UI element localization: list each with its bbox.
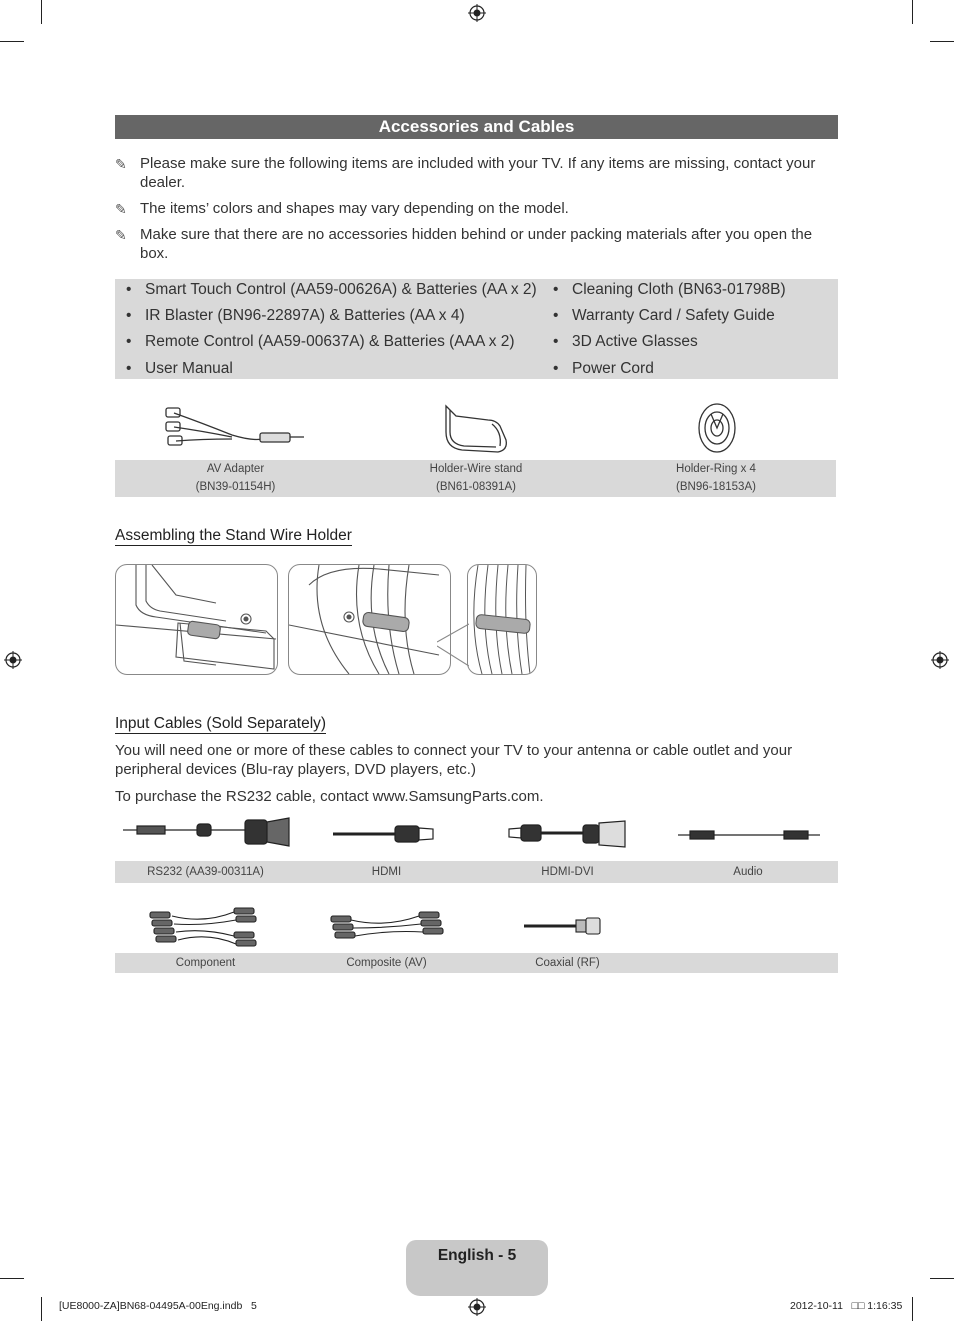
crop-mark — [912, 1297, 913, 1321]
accessory-part-number: (BN96-18153A) — [676, 481, 756, 493]
accessory-caption — [115, 460, 356, 496]
composite-cable-icon — [329, 908, 445, 942]
note-item — [115, 200, 840, 219]
page-number-label: English - 5 — [437, 1247, 517, 1264]
accessory-caption — [596, 460, 836, 496]
crop-mark — [41, 1297, 42, 1321]
included-item-label: Warranty Card / Safety Guide — [572, 307, 775, 324]
crop-mark — [930, 41, 954, 42]
accessory-part-number: (BN39-01154H) — [195, 481, 276, 493]
crop-mark — [0, 1278, 24, 1279]
note-pencil-icon: ✎ — [115, 156, 127, 172]
component-cable-icon — [148, 904, 262, 948]
holder-ring-icon — [697, 402, 737, 454]
accessory-name: Holder-Ring x 4 — [676, 463, 756, 475]
cable-label-audio: Audio — [733, 866, 763, 878]
crop-mark — [41, 0, 42, 24]
slug-file-name: [UE8000-ZA]BN68-04495A-00Eng.indb 5 — [59, 1300, 257, 1312]
stand-step-2-illustration — [289, 565, 450, 674]
stand-illustration-panel — [467, 564, 537, 675]
cable-label-coaxial: Coaxial (RF) — [535, 957, 600, 969]
stand-wire-holder-heading: Assembling the Stand Wire Holder — [115, 527, 352, 544]
note-text: The items’ colors and shapes may vary depending on the model. — [140, 200, 569, 217]
section-title: Accessories and Cables — [115, 115, 838, 139]
stand-illustration-panel — [288, 564, 451, 675]
input-cables-paragraph: You will need one or more of these cables to connect your TV to your antenna or cable outlet and your peripheral devices (Blu-ray players, DVD players, etc.) — [115, 742, 793, 778]
hdmi-cable-icon — [331, 822, 435, 846]
av-adapter-icon — [162, 403, 308, 451]
included-item-label: Power Cord — [572, 360, 654, 377]
crop-mark — [912, 0, 913, 24]
cable-label-composite: Composite (AV) — [346, 957, 427, 969]
cable-label-hdmi: HDMI — [371, 866, 402, 878]
input-cables-heading: Input Cables (Sold Separately) — [115, 715, 327, 732]
hdmi-dvi-cable-icon — [507, 819, 629, 851]
audio-cable-icon — [676, 826, 822, 844]
crop-mark — [0, 41, 24, 42]
cable-label-rs232: RS232 (AA39-00311A) — [147, 866, 264, 878]
crop-mark — [930, 1278, 954, 1279]
stand-step-1-illustration — [116, 565, 277, 674]
note-text: Please make sure the following items are included with your TV. If any items are missing, contact your dealer. — [140, 155, 816, 191]
included-item-label: User Manual — [145, 360, 233, 377]
included-item-label: Cleaning Cloth (BN63-01798B) — [572, 281, 786, 298]
accessory-part-number: (BN61-08391A) — [436, 481, 516, 493]
registration-mark-icon — [4, 651, 22, 669]
accessory-name: AV Adapter — [206, 463, 265, 475]
note-text: Make sure that there are no accessories hidden behind or under packing materials after you open the box. — [140, 226, 813, 262]
page-number-tab — [406, 1240, 548, 1296]
registration-mark-icon — [468, 1298, 486, 1316]
stand-illustration-panel — [115, 564, 278, 675]
included-item-label: 3D Active Glasses — [572, 333, 698, 350]
cable-label-hdmi-dvi: HDMI-DVI — [541, 866, 594, 878]
rs232-cable-icon — [121, 816, 293, 852]
registration-mark-icon — [931, 651, 949, 669]
registration-mark-icon — [468, 4, 486, 22]
cable-label-component: Component — [175, 957, 236, 969]
holder-wire-stand-icon — [440, 402, 512, 456]
accessory-caption — [356, 460, 596, 496]
note-item — [115, 155, 840, 192]
coaxial-cable-icon — [522, 916, 604, 936]
included-item-label: Remote Control (AA59-00637A) & Batteries (AAA x 2) — [145, 333, 515, 350]
zoom-callout-connector — [437, 620, 469, 670]
note-pencil-icon: ✎ — [115, 227, 127, 243]
note-pencil-icon: ✎ — [115, 201, 127, 217]
included-item-label: Smart Touch Control (AA59-00626A) & Batteries (AA x 2) — [145, 281, 537, 298]
slug-timestamp: 2012-10-11 □□ 1:16:35 — [790, 1300, 903, 1312]
note-item — [115, 226, 840, 263]
accessory-name: Holder-Wire stand — [429, 463, 523, 475]
stand-step-3-illustration — [468, 565, 536, 674]
rs232-purchase-note: To purchase the RS232 cable, contact www.SamsungParts.com. — [115, 788, 544, 805]
included-item-label: IR Blaster (BN96-22897A) & Batteries (AA x 4) — [145, 307, 465, 324]
